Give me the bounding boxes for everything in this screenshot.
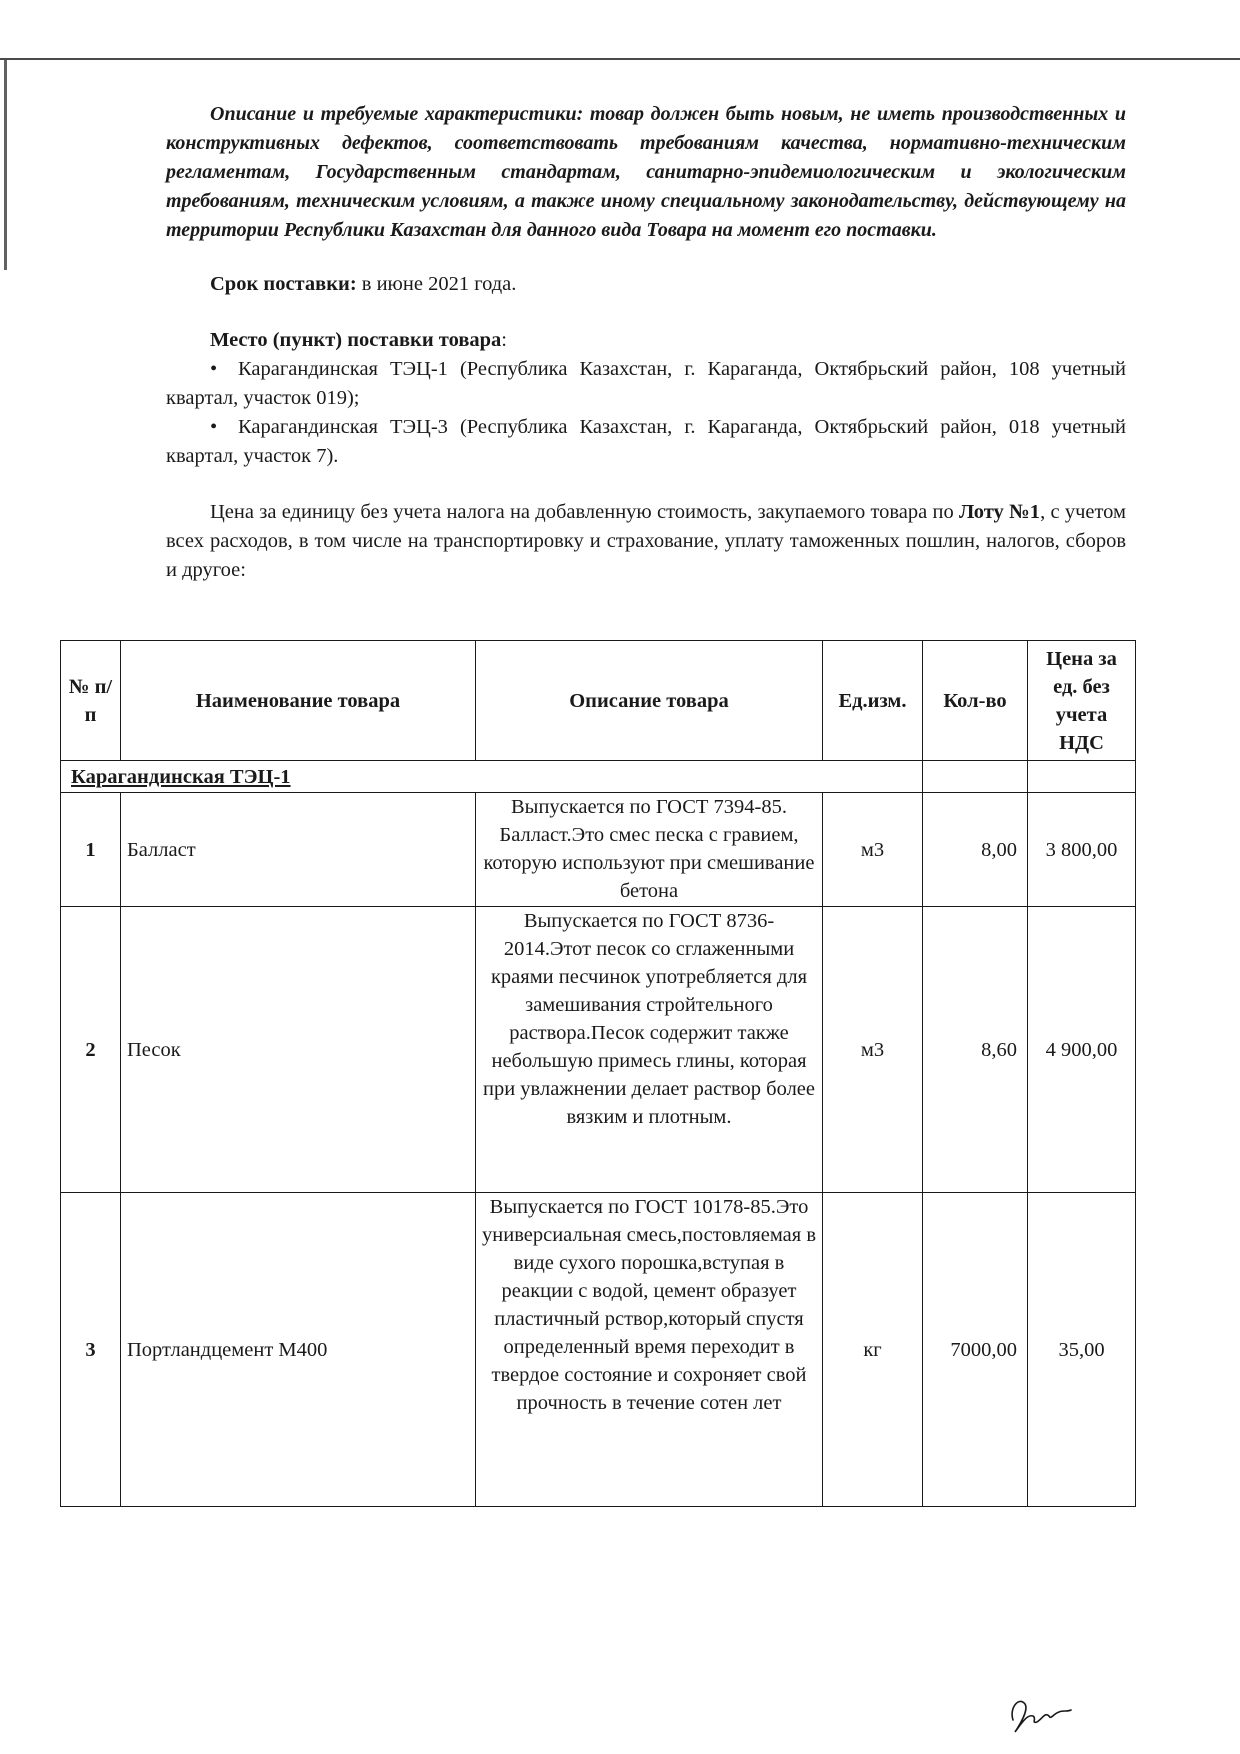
- document-body: [166, 100, 1126, 585]
- row-desc: Выпускается по ГОСТ 7394-85. Балласт.Это смес песка с гравием, которую используют при смешивание бетона: [476, 793, 823, 907]
- table-row: [61, 1193, 1136, 1507]
- delivery-place-title: Место (пункт) поставки товара: [210, 329, 502, 351]
- row-name: Портландцемент М400: [121, 1193, 476, 1507]
- row-price: 3 800,00: [1028, 793, 1136, 907]
- lot-number: Лоту №1: [959, 501, 1041, 523]
- delivery-place-heading: [166, 326, 1126, 355]
- header-qty: Кол-во: [923, 641, 1028, 761]
- delivery-place-text: Карагандинская ТЭЦ-3 (Республика Казахстан, г. Караганда, Октябрьский район, 018 учетный квартал, участок 7).: [166, 416, 1126, 467]
- table-header-row: [61, 641, 1136, 761]
- goods-table: [60, 640, 1136, 1507]
- header-name: Наименование товара: [121, 641, 476, 761]
- row-desc: Выпускается по ГОСТ 8736-2014.Этот песок со сглаженными краями песчинок употребляется для замешивания стройтельного раствора.Песок содержит также небольшую примесь глины, которая при увлажнении делает раствор более вязким и плотным.: [476, 907, 823, 1193]
- group-empty-cell: [923, 761, 1028, 793]
- row-price: 35,00: [1028, 1193, 1136, 1507]
- scan-border-line: [0, 58, 1240, 60]
- header-desc: Описание товара: [476, 641, 823, 761]
- row-qty: 8,60: [923, 907, 1028, 1193]
- row-price: 4 900,00: [1028, 907, 1136, 1193]
- delivery-deadline: [166, 270, 1126, 299]
- price-paragraph: [166, 498, 1126, 585]
- delivery-place-colon: :: [501, 329, 507, 351]
- group-label: Карагандинская ТЭЦ-1: [61, 761, 923, 793]
- row-num: 2: [61, 907, 121, 1193]
- group-empty-cell: [1028, 761, 1136, 793]
- signature-mark: [1005, 1690, 1075, 1735]
- header-unit: Ед.изм.: [823, 641, 923, 761]
- table-group-row: [61, 761, 1136, 793]
- table-row: [61, 907, 1136, 1193]
- row-unit: м3: [823, 907, 923, 1193]
- scan-edge-mark: [4, 60, 7, 270]
- delivery-place-item: [166, 355, 1126, 413]
- delivery-place-item: [166, 413, 1126, 471]
- delivery-place-text: Карагандинская ТЭЦ-1 (Республика Казахстан, г. Караганда, Октябрьский район, 108 учетный квартал, участок 019);: [166, 358, 1126, 409]
- row-unit: кг: [823, 1193, 923, 1507]
- header-price: Цена за ед. без учета НДС: [1028, 641, 1136, 761]
- row-name: Песок: [121, 907, 476, 1193]
- deadline-label: Срок поставки:: [210, 273, 357, 295]
- row-qty: 8,00: [923, 793, 1028, 907]
- intro-paragraph: Описание и требуемые характеристики: товар должен быть новым, не иметь производственных и конструктивных дефектов, соответствовать требованиям качества, нормативно-техническим регламентам, Государственным стандартам, санитарно-эпидемиологическим и экологическим требованиям, техническим условиям, а также иному специальному законодательству, действующему на территории Республики Казахстан для данного вида Товара на момент его поставки.: [166, 103, 1126, 241]
- row-qty: 7000,00: [923, 1193, 1028, 1507]
- row-unit: м3: [823, 793, 923, 907]
- row-name: Балласт: [121, 793, 476, 907]
- price-paragraph-part2: , с учетом всех расходов, в том числе на транспортировку и страхование, уплату таможенных пошлин, налогов, сборов и другое:: [166, 501, 1126, 581]
- row-num: 3: [61, 1193, 121, 1507]
- deadline-value: в июне 2021 года.: [361, 273, 517, 295]
- table-row: [61, 793, 1136, 907]
- price-paragraph-part1: Цена за единицу без учета налога на добавленную стоимость, закупаемого товара по: [210, 501, 954, 523]
- bullet-icon: •: [210, 358, 218, 380]
- header-num: № п/п: [61, 641, 121, 761]
- row-num: 1: [61, 793, 121, 907]
- bullet-icon: •: [210, 416, 218, 438]
- row-desc: Выпускается по ГОСТ 10178-85.Это универсиальная смесь,постовляемая в виде сухого порошка,вступая в реакции с водой, цемент образует пластичный рствор,который спустя определенный время переходит в твердое состояние и сохроняет свой прочность в течение сотен лет: [476, 1193, 823, 1507]
